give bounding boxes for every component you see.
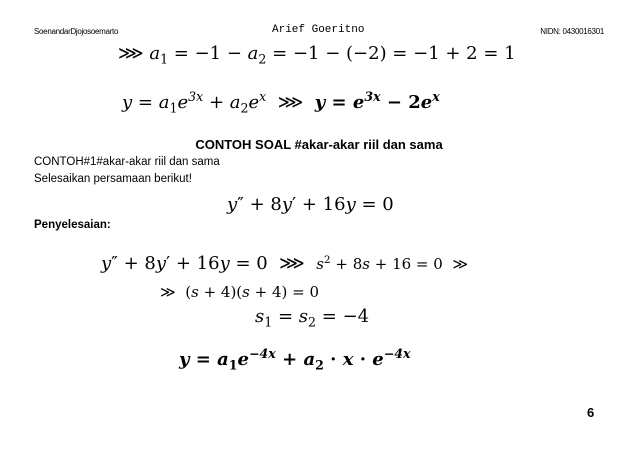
- section-title: CONTOH SOAL #akar-akar riil dan sama: [195, 137, 443, 152]
- equation-given: y″ + 8y′ + 16y = 0: [227, 194, 394, 215]
- solution-label: Penyelesaian:: [34, 219, 111, 231]
- equation-characteristic: y″ + 8y′ + 16y = 0 ⋙ $s^2 + 8s + 16 = 0$ ≫: [101, 253, 469, 274]
- equation-a1-value: ⋙ $a_1 = -1 - a_2 = -1 - (-2) = -1 + 2 = 1$: [118, 43, 516, 67]
- equation-general-solution: $y = a_1e^{3x} + a_2e^x$ ⋙ $y = e^{3x} - 2e^x$: [122, 89, 440, 116]
- header-nidn: NIDN: 0430016301: [540, 27, 604, 36]
- equation-final-solution: $y = a_1e^{-4x} + a_2 \cdot x \cdot e^{-4x}$: [179, 346, 411, 373]
- equation-roots: $s_1 = s_2 = -4$: [255, 306, 370, 330]
- example-label: CONTOH#1#akar-akar riil dan sama: [34, 156, 220, 168]
- equation-factored: ≫ (s + 4)(s + 4) = 0: [160, 283, 320, 301]
- instruction-text: Selesaikan persamaan berikut!: [34, 173, 192, 185]
- page-number: 6: [587, 405, 595, 420]
- header-center-name: Arief Goeritno: [272, 24, 365, 36]
- header-author: SoenandarDjojosoemarto: [34, 27, 119, 36]
